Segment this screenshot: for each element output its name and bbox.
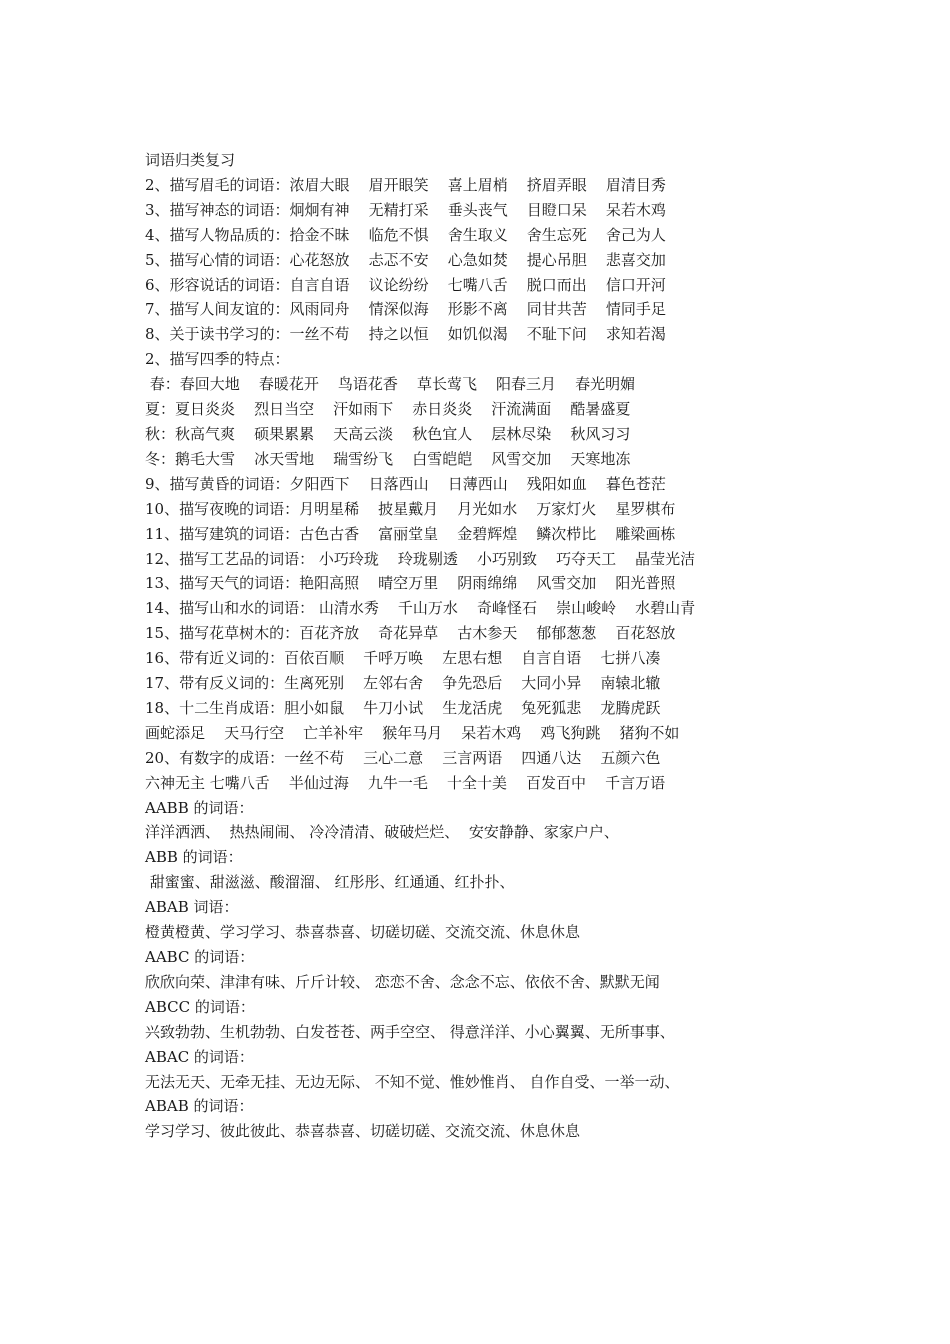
doc-line-weather: 13、描写天气的词语：艳阳高照 晴空万里 阴雨绵绵 风雪交加 阳光普照 (145, 574, 676, 593)
doc-heading-abcc: ABCC 的词语： (145, 997, 255, 1016)
doc-heading-aabb: AABB 的词语： (145, 798, 254, 817)
doc-line-abcc: 兴致勃勃、生机勃勃、白发苍苍、两手空空、 得意洋洋、小心翼翼、无所事事、 (145, 1022, 675, 1041)
doc-line-speech: 6、形容说话的词语：自言自语 议论纷纷 七嘴八舌 脱口而出 信口开河 (145, 275, 666, 294)
doc-line-summer: 夏：夏日炎炎 烈日当空 汗如雨下 赤日炎炎 汗流满面 酷暑盛夏 (145, 400, 631, 419)
doc-heading-abac: ABAC 的词语： (145, 1047, 254, 1066)
doc-line-crafts: 12、描写工艺品的词语： 小巧玲珑 玲珑剔透 小巧别致 巧夺天工 晶莹光洁 (145, 549, 696, 568)
doc-line-antonyms: 17、带有反义词的：生离死别 左邻右舍 争先恐后 大同小异 南辕北辙 (145, 674, 661, 693)
doc-heading-abab: ABAB 词语： (145, 898, 239, 917)
doc-line-abab: 橙黄橙黄、学习学习、恭喜恭喜、切磋切磋、交流交流、休息休息 (145, 923, 581, 942)
document-body (145, 148, 785, 1144)
doc-line-seasons-heading: 2、描写四季的特点： (145, 350, 290, 369)
doc-line-mood: 5、描写心情的词语：心花怒放 忐忑不安 心急如焚 提心吊胆 悲喜交加 (145, 250, 666, 269)
doc-line-architecture: 11、描写建筑的词语：古色古香 富丽堂皇 金碧辉煌 鳞次栉比 雕梁画栋 (145, 524, 676, 543)
doc-line-eyebrows: 2、描写眉毛的词语：浓眉大眼 眉开眼笑 喜上眉梢 挤眉弄眼 眉清目秀 (145, 175, 666, 194)
doc-line-abac: 无法无天、无牵无挂、无边无际、 不知不觉、惟妙惟肖、 自作自受、一举一动、 (145, 1072, 680, 1091)
doc-line-friendship: 7、描写人间友谊的：风雨同舟 情深似海 形影不离 同甘共苦 情同手足 (145, 300, 666, 319)
doc-line-aabc: 欣欣向荣、津津有味、斤斤计较、 恋恋不舍、念念不忘、依依不舍、默默无闻 (145, 972, 660, 991)
doc-title: 词语归类复习 (145, 151, 236, 169)
doc-heading-abb: ABB 的词语： (145, 848, 243, 867)
doc-line-landscape: 14、描写山和水的词语： 山清水秀 千山万水 奇峰怪石 崇山峻岭 水碧山青 (145, 599, 696, 618)
doc-line-study: 8、关于读书学习的：一丝不苟 持之以恒 如饥似渴 不耻下问 求知若渴 (145, 325, 666, 344)
doc-line-abb: 甜蜜蜜、甜滋滋、酸溜溜、 红彤彤、红通通、红扑扑、 (145, 873, 515, 892)
doc-line-night: 10、描写夜晚的词语：月明星稀 披星戴月 月光如水 万家灯火 星罗棋布 (145, 499, 676, 518)
doc-line-character: 4、描写人物品质的：拾金不昧 临危不惧 舍生取义 舍生忘死 舍己为人 (145, 225, 666, 244)
doc-line-spring: 春：春回大地 春暖花开 鸟语花香 草长莺飞 阳春三月 春光明媚 (145, 375, 636, 394)
doc-line-winter: 冬：鹅毛大雪 冰天雪地 瑞雪纷飞 白雪皑皑 风雪交加 天寒地冻 (145, 449, 631, 468)
doc-line-numbers: 20、有数字的成语：一丝不苟 三心二意 三言两语 四通八达 五颜六色 (145, 748, 661, 767)
doc-line-plants: 15、描写花草树木的：百花齐放 奇花异草 古木参天 郁郁葱葱 百花怒放 (145, 624, 676, 643)
doc-line-dusk: 9、描写黄昏的词语：夕阳西下 日落西山 日薄西山 残阳如血 暮色苍茫 (145, 474, 666, 493)
doc-line-zodiac: 18、十二生肖成语：胆小如鼠 牛刀小试 生龙活虎 兔死狐悲 龙腾虎跃 (145, 698, 661, 717)
doc-line-zodiac-cont: 画蛇添足 天马行空 亡羊补牢 猴年马月 呆若木鸡 鸡飞狗跳 猪狗不如 (145, 723, 680, 742)
doc-line-numbers-cont: 六神无主 七嘴八舌 半仙过海 九牛一毛 十全十美 百发百中 千言万语 (145, 773, 666, 792)
doc-line-expression: 3、描写神态的词语：炯炯有神 无精打采 垂头丧气 目瞪口呆 呆若木鸡 (145, 200, 666, 219)
doc-line-aabb: 洋洋洒洒、 热热闹闹、 冷冷清清、破破烂烂、 安安静静、家家户户、 (145, 823, 619, 842)
doc-line-abab-2: 学习学习、彼此彼此、恭喜恭喜、切磋切磋、交流交流、休息休息 (145, 1122, 581, 1141)
doc-heading-aabc: AABC 的词语： (145, 948, 255, 966)
doc-line-autumn: 秋：秋高气爽 硕果累累 天高云淡 秋色宜人 层林尽染 秋风习习 (145, 424, 631, 443)
doc-heading-abab-2: ABAB 的词语： (145, 1097, 254, 1116)
doc-line-synonyms: 16、带有近义词的：百依百顺 千呼万唤 左思右想 自言自语 七拼八凑 (145, 649, 661, 668)
